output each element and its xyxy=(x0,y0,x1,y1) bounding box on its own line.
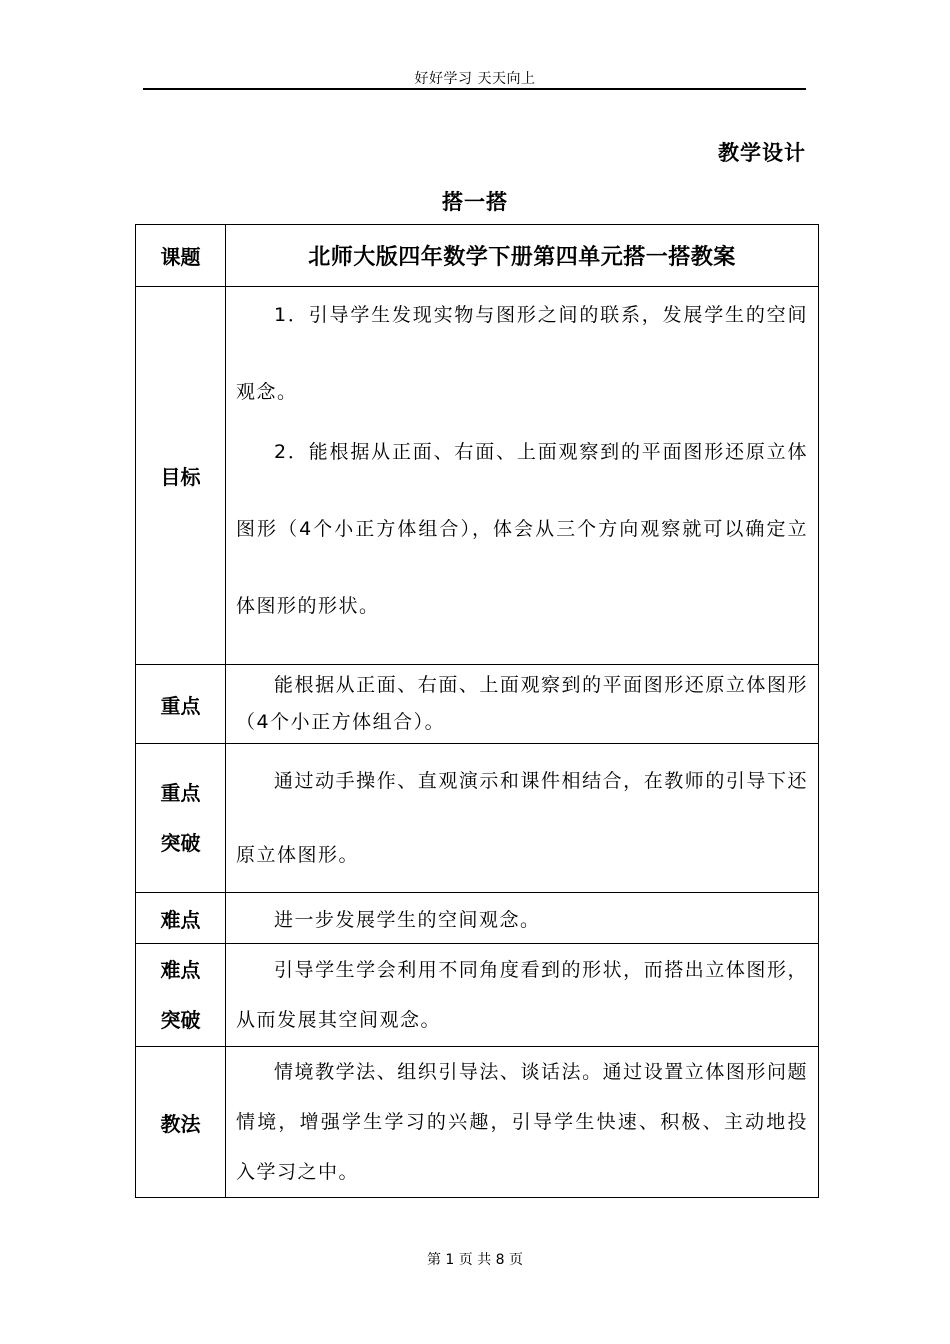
key-breakthrough-row xyxy=(136,744,819,893)
method-label: 教法 xyxy=(136,1047,226,1198)
document-title: 搭一搭 xyxy=(442,190,508,214)
difficulty-breakthrough-label-line-1: 难点 xyxy=(160,958,201,982)
difficulty-text: 进一步发展学生的空间观念。 xyxy=(274,908,541,931)
goals-label: 目标 xyxy=(136,287,226,665)
goals-value xyxy=(226,287,819,665)
topic-label: 课题 xyxy=(136,225,226,287)
difficulty-label: 难点 xyxy=(136,893,226,944)
page-header: 好好学习 天天向上 xyxy=(414,71,536,87)
method-text: 情境教学法、组织引导法、谈话法。通过设置立体图形问题情境，增强学生学习的兴趣，引导学生快速、积极、主动地投入学习之中。 xyxy=(236,1061,808,1183)
key-breakthrough-text: 通过动手操作、直观演示和课件相结合，在教师的引导下还原立体图形。 xyxy=(236,770,808,866)
goals-row xyxy=(136,287,819,665)
key-breakthrough-label xyxy=(136,744,226,893)
difficulty-breakthrough-row xyxy=(136,944,819,1047)
key-point-value xyxy=(226,665,819,744)
key-point-label: 重点 xyxy=(136,665,226,744)
difficulty-breakthrough-value xyxy=(226,944,819,1047)
difficulty-breakthrough-label xyxy=(136,944,226,1047)
page-footer: 第 1 页 共 8 页 xyxy=(426,1252,524,1268)
method-row xyxy=(136,1047,819,1198)
difficulty-value xyxy=(226,893,819,944)
lesson-plan-table xyxy=(135,224,819,1198)
topic-value: 北师大版四年数学下册第四单元搭一搭教案 xyxy=(226,225,819,287)
difficulty-breakthrough-label-line-2: 突破 xyxy=(160,1008,201,1032)
header-rule xyxy=(143,88,806,90)
key-breakthrough-value xyxy=(226,744,819,893)
method-value xyxy=(226,1047,819,1198)
goal-item: 2．能根据从正面、右面、上面观察到的平面图形还原立体图形（4个小正方体组合），体会从三个方向观察就可以确定立体图形的形状。 xyxy=(236,441,808,617)
key-point-row xyxy=(136,665,819,744)
difficulty-row xyxy=(136,893,819,944)
goal-item: 1．引导学生发现实物与图形之间的联系，发展学生的空间观念。 xyxy=(236,304,808,403)
key-breakthrough-label-line-2: 突破 xyxy=(160,831,201,855)
document-kind: 教学设计 xyxy=(718,141,806,165)
difficulty-breakthrough-text: 引导学生学会利用不同角度看到的形状，而搭出立体图形，从而发展其空间观念。 xyxy=(236,959,808,1031)
key-breakthrough-label-line-1: 重点 xyxy=(160,781,201,805)
key-point-text: 能根据从正面、右面、上面观察到的平面图形还原立体图形（4个小正方体组合）。 xyxy=(236,674,808,733)
